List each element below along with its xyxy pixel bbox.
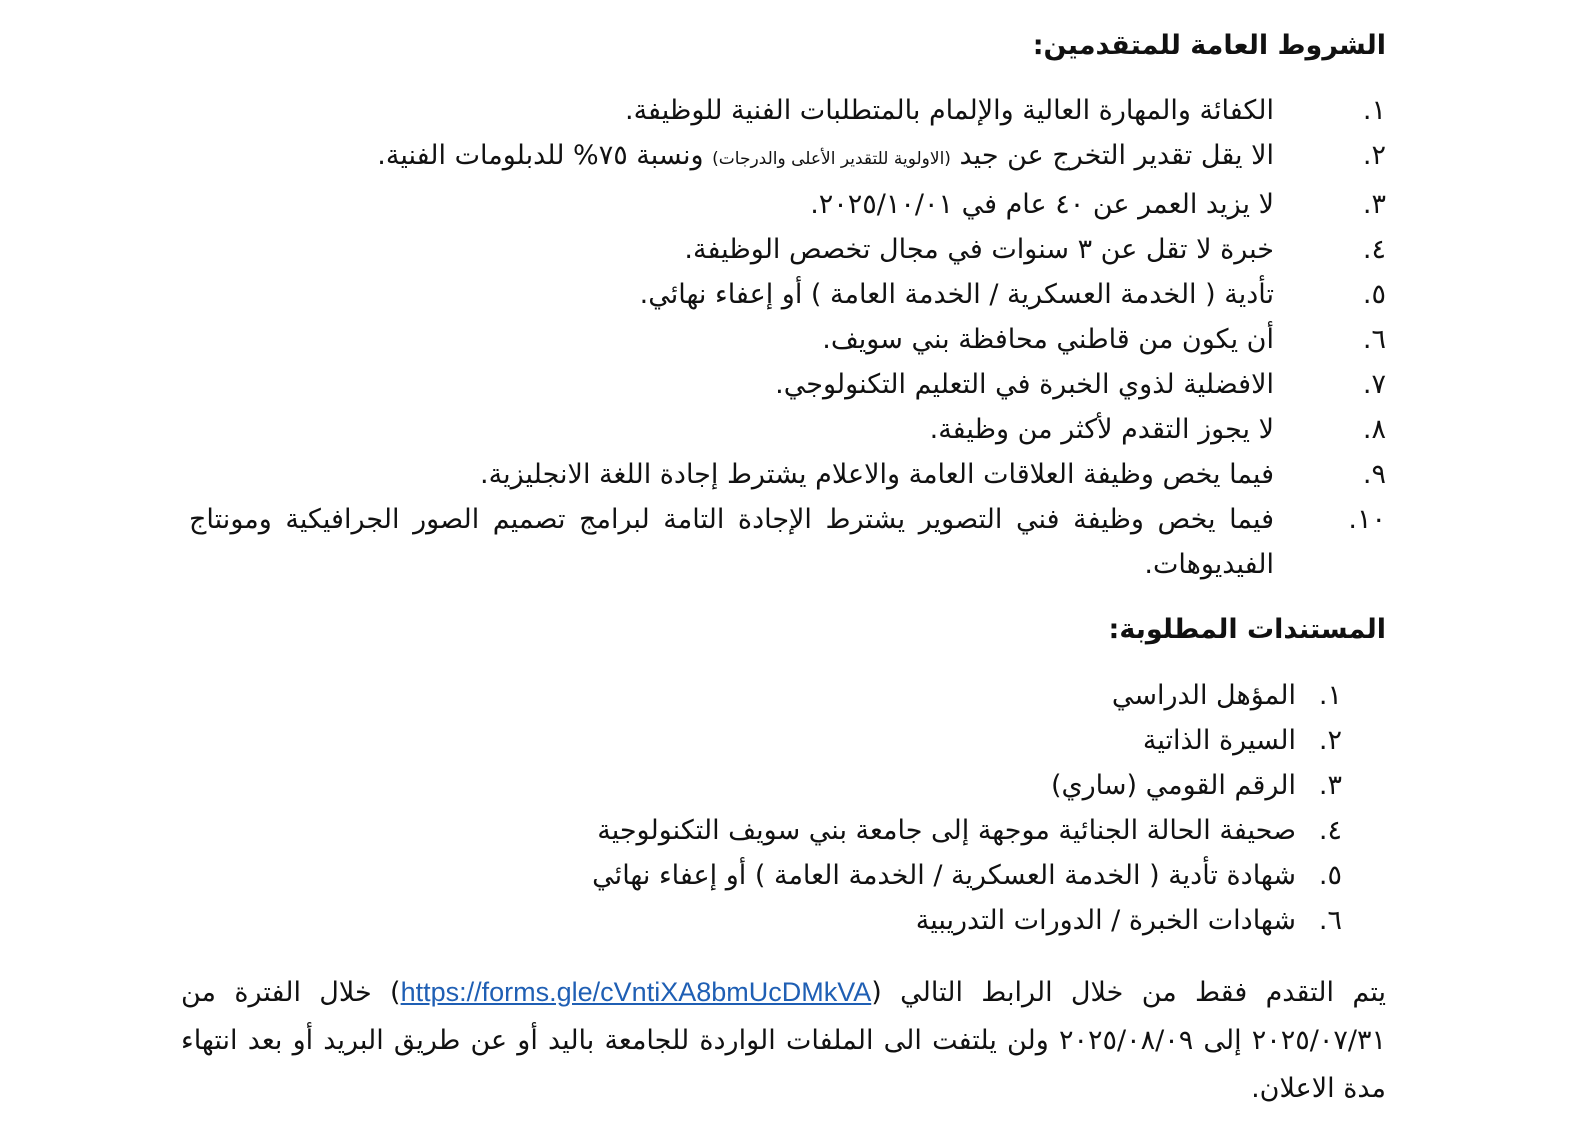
list-item (166, 452, 1386, 497)
item-text: أن يكون من قاطني محافظة بني سويف. (822, 324, 1274, 355)
item-number: ٧. (1362, 369, 1386, 400)
item-text (166, 133, 1274, 182)
application-form-link[interactable]: https://forms.gle/cVntiXA8bmUcDMkVA (400, 977, 872, 1007)
item-text: صحيفة الحالة الجنائية موجهة إلى جامعة بني سويف التكنولوجية (597, 815, 1296, 846)
item-text: السيرة الذاتية (1142, 725, 1296, 756)
list-item (166, 227, 1386, 272)
list-item (166, 133, 1386, 182)
documents-title: المستندات المطلوبة: (1108, 614, 1386, 645)
list-item (166, 718, 1386, 763)
notice-text-end: ) خلال الفترة من ٢٠٢٥/٠٧/٣١ إلى ٢٠٢٥/٠٨/٠٩ ولن يلتفت الى الملفات الواردة للجامعة باليد أو عن طريق البريد أو بعد انتهاء مدة الاعلان. (181, 977, 1386, 1104)
list-item (166, 673, 1386, 718)
application-notice (181, 968, 1386, 1113)
item-number: ٦. (1318, 905, 1342, 936)
list-item (166, 407, 1386, 452)
item-number: ٢. (1318, 725, 1342, 756)
item-text: الرقم القومي (ساري) (1050, 770, 1296, 801)
item-number: ٣. (1362, 189, 1386, 220)
item-text: لا يزيد العمر عن ٤٠ عام في ٢٠٢٥/١٠/٠١. (810, 189, 1274, 220)
conditions-title: الشروط العامة للمتقدمين: (1032, 30, 1386, 61)
list-item (166, 317, 1386, 362)
item-text: خبرة لا تقل عن ٣ سنوات في مجال تخصص الوظيفة. (684, 234, 1274, 265)
item-text: الكفائة والمهارة العالية والإلمام بالمتطلبات الفنية للوظيفة. (624, 95, 1274, 126)
item-text: تأدية ( الخدمة العسكرية / الخدمة العامة ) أو إعفاء نهائي. (639, 279, 1274, 310)
notice-text-start: يتم التقدم فقط من خلال الرابط التالي ( (871, 977, 1386, 1008)
list-item (166, 853, 1386, 898)
list-item (166, 497, 1386, 587)
item-text: لا يجوز التقدم لأكثر من وظيفة. (929, 414, 1274, 445)
item-text: شهادة تأدية ( الخدمة العسكرية / الخدمة العامة ) أو إعفاء نهائي (592, 860, 1296, 891)
documents-list (166, 673, 1386, 943)
item-number: ١. (1318, 680, 1342, 711)
item-text: شهادات الخبرة / الدورات التدريبية (915, 905, 1296, 936)
list-item (166, 272, 1386, 317)
item-text: المؤهل الدراسي (1111, 680, 1296, 711)
list-item (166, 362, 1386, 407)
list-item (166, 763, 1386, 808)
document-page (166, 0, 1386, 1130)
item-text-part: ونسبة ٧٥% للدبلومات الفنية. (377, 140, 713, 171)
item-number: ٤. (1362, 234, 1386, 265)
item-text: فيما يخص وظيفة فني التصوير يشترط الإجادة التامة لبرامج تصميم الصور الجرافيكية ومونتاج الفيديوهات. (189, 504, 1274, 580)
item-number: ٨. (1362, 414, 1386, 445)
item-number: ٥. (1318, 860, 1342, 891)
list-item (166, 182, 1386, 227)
conditions-list (166, 88, 1386, 587)
item-text-part: الا يقل تقدير التخرج عن جيد (950, 140, 1274, 171)
item-number: ٣. (1318, 770, 1342, 801)
item-text: فيما يخص وظيفة العلاقات العامة والاعلام يشترط إجادة اللغة الانجليزية. (480, 459, 1274, 490)
item-number: ١. (1362, 95, 1386, 126)
item-number: ٢. (1362, 140, 1386, 171)
item-number: ١٠. (1348, 504, 1386, 535)
item-number: ٦. (1362, 324, 1386, 355)
item-number: ٤. (1318, 815, 1342, 846)
item-number: ٩. (1362, 459, 1386, 490)
list-item (166, 88, 1386, 133)
list-item (166, 808, 1386, 853)
item-number: ٥. (1362, 279, 1386, 310)
list-item (166, 898, 1386, 943)
item-text: الافضلية لذوي الخبرة في التعليم التكنولوجي. (775, 369, 1274, 400)
item-text-note: (الاولوية للتقدير الأعلى والدرجات) (712, 149, 951, 169)
